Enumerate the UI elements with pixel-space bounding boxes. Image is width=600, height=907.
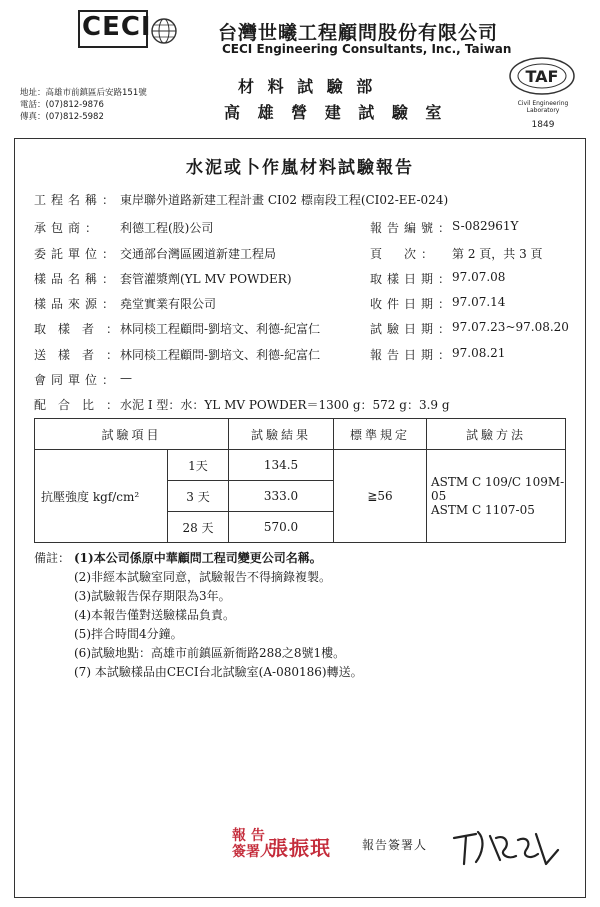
taf-sub-line2: Laboratory: [526, 107, 560, 114]
test-date-value: 97.07.23~97.08.20: [452, 320, 569, 334]
header-test-result: 試驗結果: [229, 419, 334, 450]
test-results-table: [34, 418, 566, 543]
project-label: 工程名稱：: [34, 193, 120, 207]
report-date-label: 報告日期：: [370, 348, 456, 362]
phone: 電話：(07)812-9876: [20, 100, 104, 110]
address: 地址：高雄市前鎮區后安路151號: [20, 88, 147, 98]
taf-number: 1849: [531, 120, 555, 130]
field-sampler: [34, 320, 574, 336]
report-no-label: 報告編號：: [370, 221, 456, 235]
mix-label: 配合比：: [34, 398, 131, 412]
field-client: [34, 245, 574, 261]
receipt-date-label: 收件日期：: [370, 297, 456, 311]
mix-value: 水泥 I 型：水：YL MV POWDER＝1300 g：572 g：3.9 g: [120, 398, 450, 412]
joint-unit-label: 會同單位：: [34, 373, 120, 387]
note-item: (5)拌合時間4分鐘。: [74, 627, 183, 641]
report-title: 水泥或卜作嵐材料試驗報告: [186, 158, 414, 178]
note-item: (1)本公司係原中華顧問工程司變更公司名稱。: [74, 551, 322, 565]
stamp-line-1: 報 告: [232, 828, 265, 844]
method-line-2: ASTM C 1107-05: [431, 503, 535, 517]
result-cell: 134.5: [229, 450, 334, 481]
field-contractor: [34, 219, 574, 235]
taf-sub-line1: Civil Engineering: [517, 100, 569, 107]
notes-prefix: 備註：: [34, 551, 71, 565]
result-cell: 570.0: [229, 512, 334, 543]
contractor-label: 承包商：: [34, 221, 103, 235]
header-standard: 標準規定: [334, 419, 427, 450]
taf-logo: [508, 56, 576, 96]
sample-source-label: 樣品來源：: [34, 297, 120, 311]
stamp-line-2: 簽署人: [232, 844, 274, 860]
sample-source-value: 堯堂實業有限公司: [120, 297, 217, 311]
receipt-date-value: 97.07.14: [452, 295, 506, 309]
sampling-date-value: 97.07.08: [452, 270, 506, 284]
method-cell: [427, 450, 566, 543]
age-cell: 28 天: [168, 512, 229, 543]
age-cell: 3 天: [168, 481, 229, 512]
table-row: [35, 450, 566, 481]
sample-name-value: 套管灌漿劑(YL MV POWDER): [120, 272, 292, 286]
table-header-row: [35, 419, 566, 450]
note-item: (6)試驗地點：高雄市前鎮區新衙路288之8號1樓。: [74, 646, 346, 660]
note-item: (2)非經本試驗室同意，試驗報告不得摘錄複製。: [74, 570, 331, 584]
header-method: 試驗方法: [427, 419, 566, 450]
page-value: 第 2 頁，共 3 頁: [452, 247, 543, 261]
fax: 傳真：(07)812-5982: [20, 112, 104, 122]
submitter-label: 送樣者：: [34, 348, 131, 362]
page-label: 頁 次：: [370, 247, 439, 261]
field-sample-name: [34, 270, 574, 286]
stamp-name: 張振珉: [268, 836, 331, 860]
sample-name-label: 樣品名稱：: [34, 272, 120, 286]
company-logo: CECI: [82, 12, 152, 42]
lab-name: 高 雄 營 建 試 驗 室: [224, 103, 448, 122]
test-date-label: 試驗日期：: [370, 322, 456, 336]
company-name-zh: 台灣世曦工程顧問股份有限公司: [218, 22, 499, 44]
method-line-1: ASTM C 109/C 109M-05: [431, 475, 565, 503]
submitter-value: 林同棪工程顧問-劉培文、利德-紀富仁: [120, 348, 321, 362]
field-mix-ratio: [34, 396, 574, 412]
sampler-value: 林同棪工程顧問-劉培文、利德-紀富仁: [120, 322, 321, 336]
result-cell: 333.0: [229, 481, 334, 512]
joint-unit-value: —: [120, 371, 132, 385]
note-item: (3)試驗報告保存期限為3年。: [74, 589, 231, 603]
note-item: (7) 本試驗樣品由CECI台北試驗室(A-080186)轉送。: [74, 665, 363, 679]
svg-text:TAF: TAF: [525, 67, 559, 86]
field-project: [34, 191, 574, 207]
field-submitter: [34, 346, 574, 362]
globe-icon: [150, 16, 206, 46]
handwritten-signature: [446, 820, 566, 870]
client-label: 委託單位：: [34, 247, 120, 261]
project-value: 東岸聯外道路新建工程計畫 CI02 標南段工程(CI02-EE-024): [120, 193, 449, 207]
field-joint-unit: [34, 371, 574, 387]
taf-subtitle: [510, 100, 576, 114]
report-no-value: S-082961Y: [452, 219, 519, 233]
contractor-value: 利德工程(股)公司: [120, 221, 214, 235]
company-name-en: CECI Engineering Consultants, Inc., Taiwan: [222, 42, 512, 56]
sampler-label: 取樣者：: [34, 322, 131, 336]
age-cell: 1天: [168, 450, 229, 481]
header-test-item: 試驗項目: [35, 419, 229, 450]
client-value: 交通部台灣區國道新建工程局: [120, 247, 277, 261]
field-sample-source: [34, 295, 574, 311]
standard-cell: ≧56: [334, 450, 427, 543]
test-item-cell: 抗壓強度 kgf/cm²: [35, 450, 168, 543]
note-item: (4)本報告僅對送驗樣品負責。: [74, 608, 235, 622]
signer-label: 報告簽署人: [362, 838, 428, 852]
sampling-date-label: 取樣日期：: [370, 272, 456, 286]
department-name: 材 料 試 驗 部: [238, 77, 377, 96]
report-date-value: 97.08.21: [452, 346, 506, 360]
